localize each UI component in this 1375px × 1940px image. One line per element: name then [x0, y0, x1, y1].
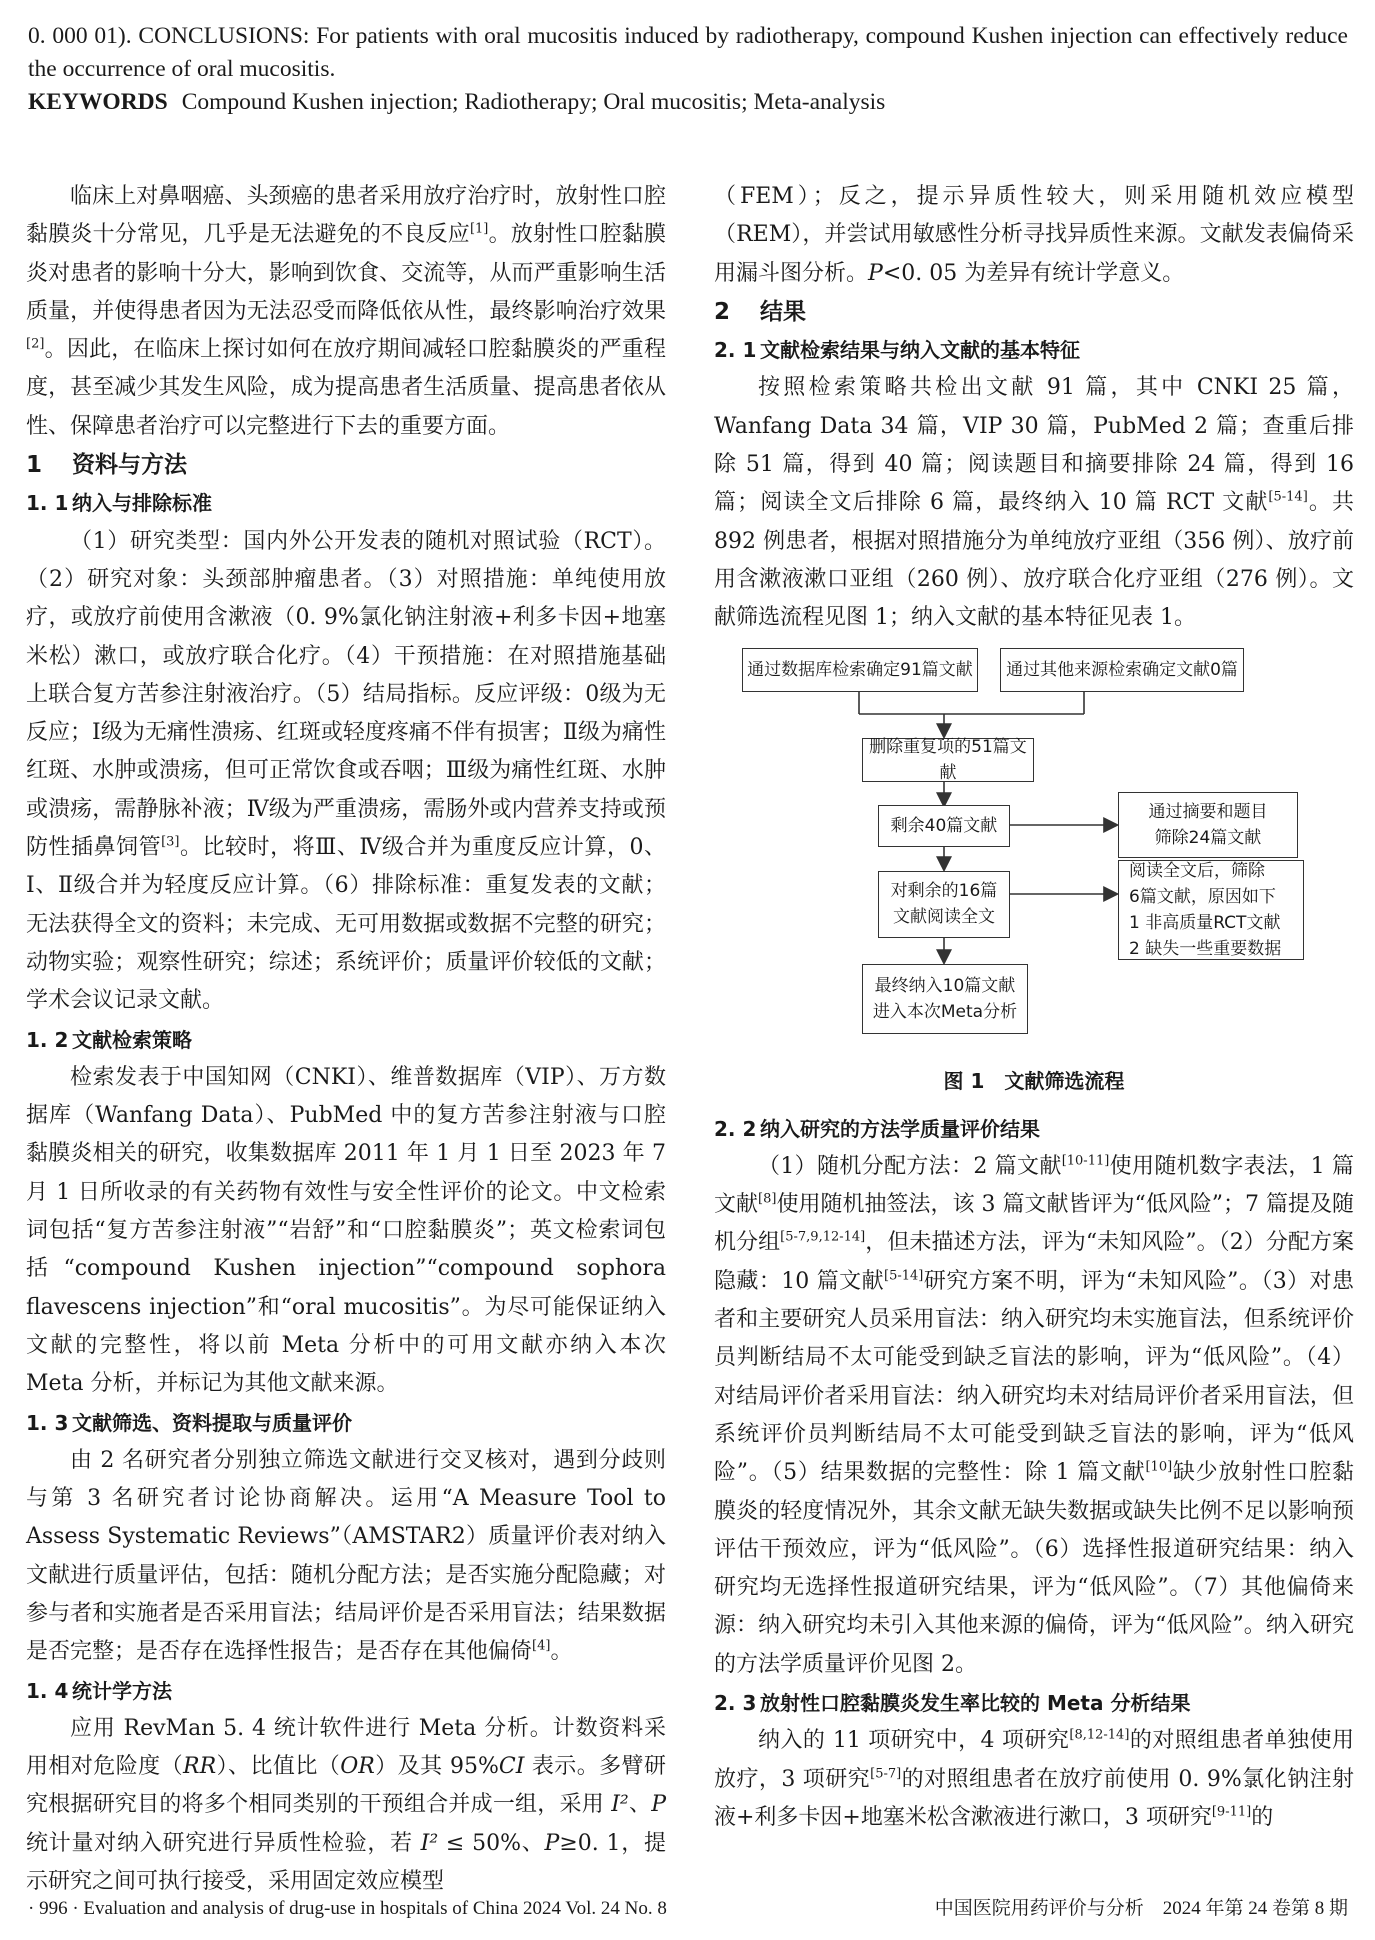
- search-results-paragraph: 按照检索策略共检出文献 91 篇，其中 CNKI 25 篇，Wanfang Data 34 篇，VIP 30 篇，PubMed 2 篇；查重后排除 51 篇，得到 40 篇；阅读题目和摘要排除 24 篇，得到 16 篇；阅读全文后排除 6 篇，最终纳入 10 篇 RCT 文献[5-14]。共 892 例患者，根据对照措施分为单纯放疗亚组（356 例）、放疗前用含漱液漱口亚组（260 例）、放疗联合化疗亚组（276 例）。文献筛选流程见图 1；纳入文献的基本特征见表 1。: [714, 375, 1354, 631]
- footer-journal-en: · 996 · Evaluation and analysis of drug-use in hospitals of China 2024 Vol. 24 No. 8: [28, 1898, 667, 1919]
- quality-assessment-paragraph: （1）随机分配方法：2 篇文献[10-11]使用随机数字表法，1 篇文献[8]使用随机抽签法，该 3 篇文献皆评为“低风险”；7 篇提及随机分组[5-7,9,12-14]，但未描述方法，评为“未知风险”。（2）分配方案隐藏：10 篇文献[5-14]研究方案不明，评为“未知风险”。（3）对患者和主要研究人员采用盲法：纳入研究均未实施盲法，但系统评价员判断结局不太可能受到缺乏盲法的影响，评为“低风险”。（4）对结局评价者采用盲法：纳入研究均未对结局评价者采用盲法，但系统评价员判断结局不太可能受到缺乏盲法的影响，评为“低风险”。（5）结果数据的完整性：除 1 篇文献[10]缺少放射性口腔黏膜炎的轻度情况外，其余文献无缺失数据或缺失比例不足以影响预评估干预效应，评为“低风险”。（6）选择性报道研究结果：纳入研究均无选择性报道研究结果，评为“低风险”。（7）其他偏倚来源：纳入研究均未引入其他来源的偏倚，评为“低风险”。纳入研究的方法学质量评价见图 2。: [714, 1153, 1354, 1677]
- subsection-heading: 2. 3 放射性口腔黏膜炎发生率比较的 Meta 分析结果: [714, 1691, 1191, 1716]
- subsection-heading: 1. 1 纳入与排除标准: [26, 491, 212, 516]
- keywords-text: Compound Kushen injection; Radiotherapy; Oral mucositis; Meta-analysis: [181, 89, 886, 115]
- flowchart-figure: [714, 642, 1354, 1062]
- keywords-label: KEYWORDS: [28, 89, 168, 115]
- citation[interactable]: [5-7,9,12-14]: [780, 1230, 866, 1246]
- subsection-heading: 1. 3 文献筛选、资料提取与质量评价: [26, 1410, 352, 1435]
- flow-box-duplicates-removed: 删除重复项的51篇文献: [862, 738, 1034, 782]
- subsection-heading: 1. 4 统计学方法: [26, 1678, 172, 1703]
- flow-box-full-text-exclusion: 阅读全文后，筛除 6篇文献，原因如下 1 非高质量RCT文献 2 缺失一些重要数据: [1118, 860, 1304, 960]
- flow-box-full-text-16: 对剩余的16篇 文献阅读全文: [878, 871, 1010, 938]
- subsection-heading: 2. 2 纳入研究的方法学质量评价结果: [714, 1116, 1040, 1141]
- section-heading: 1 资料与方法: [26, 452, 187, 479]
- citation[interactable]: [5-14]: [1268, 490, 1308, 506]
- figure-caption: 图 1 文献筛选流程: [943, 1068, 1125, 1093]
- subsection-heading: 2. 1 文献检索结果与纳入文献的基本特征: [714, 338, 1080, 363]
- right-column: [714, 178, 1354, 1837]
- citation[interactable]: [5-7]: [870, 1766, 902, 1782]
- search-strategy-paragraph: 检索发表于中国知网（CNKI）、维普数据库（VIP）、万方数据库（Wanfang Data）、PubMed 中的复方苦参注射液与口腔黏膜炎相关的研究，收集数据库 2011 年 1 月 1 日至 2023 年 7 月 1 日所收录的有关药物有效性与安全性评价的论文。中文检索词包括“复方苦参注射液”“岩舒”和“口腔黏膜炎”；英文检索词包括“compound Kushen injection”“compound sophora flavescens injection”和“oral mucositis”。为尽可能保证纳入文献的完整性，将以前 Meta 分析中的可用文献亦纳入本次 Meta 分析，并标记为其他文献来源。: [26, 1064, 666, 1397]
- intro-paragraph: 临床上对鼻咽癌、头颈癌的患者采用放疗治疗时，放射性口腔黏膜炎十分常见，几乎是无法避免的不良反应[1]。放射性口腔黏膜炎对患者的影响十分大，影响到饮食、交流等，从而严重影响生活质量，并使得患者因为无法忍受而降低依从性，最终影响治疗效果[2]。因此，在临床上探讨如何在放疗期间减轻口腔黏膜炎的严重程度，甚至减少其发生风险，成为提高患者生活质量、提高患者依从性、保障患者治疗可以完整进行下去的重要方面。: [26, 184, 666, 439]
- statistics-continued: （FEM）；反之，提示异质性较大，则采用随机效应模型（REM），并尝试用敏感性分析寻找异质性来源。文献发表偏倚采用漏斗图分析。P<0. 05 为差异有统计学意义。: [714, 184, 1354, 286]
- footer-journal-cn: 中国医院用药评价与分析 2024 年第 24 卷第 8 期: [934, 1898, 1348, 1919]
- citation[interactable]: [2]: [26, 336, 45, 352]
- conclusions-text: 0. 000 01). CONCLUSIONS: For patients with oral mucositis induced by radiotherapy, compound Kushen injection can effectively reduce the occurrence of oral mucositis.: [28, 23, 1348, 82]
- citation[interactable]: [5-14]: [884, 1268, 924, 1284]
- flow-box-remaining-40: 剩余40篇文献: [878, 805, 1010, 847]
- flow-box-other-sources: 通过其他来源检索确定文献0篇: [1000, 648, 1244, 692]
- left-column: [26, 178, 666, 1901]
- citation[interactable]: [1]: [469, 221, 489, 237]
- screening-paragraph: 由 2 名研究者分别独立筛选文献进行交叉核对，遇到分歧则与第 3 名研究者讨论协商解决。运用“A Measure Tool to Assess Systematic Reviews”（AMSTAR2）质量评价表对纳入文献进行质量评估，包括：随机分配方法；是否实施分配隐藏；对参与者和实施者是否采用盲法；结局评价是否采用盲法；结果数据是否完整；是否存在选择性报告；是否存在其他偏倚[4]。: [26, 1447, 666, 1665]
- subsection-heading: 1. 2 文献检索策略: [26, 1027, 192, 1052]
- abstract-block: [28, 20, 1348, 119]
- flow-box-database-search: 通过数据库检索确定91篇文献: [742, 648, 978, 692]
- citation[interactable]: [10-11]: [1061, 1153, 1110, 1169]
- section-heading: 2 结果: [714, 298, 806, 325]
- citation[interactable]: [4]: [532, 1638, 551, 1654]
- citation[interactable]: [10]: [1145, 1459, 1173, 1475]
- citation[interactable]: [8,12-14]: [1069, 1727, 1130, 1743]
- flow-box-abstract-screening: 通过摘要和题目 筛除24篇文献: [1118, 792, 1298, 858]
- citation[interactable]: [3]: [161, 834, 180, 850]
- keywords-line: [28, 86, 1348, 119]
- flow-box-final-included: 最终纳入10篇文献 进入本次Meta分析: [862, 964, 1028, 1034]
- citation[interactable]: [8]: [758, 1191, 777, 1207]
- meta-results-paragraph: 纳入的 11 项研究中，4 项研究[8,12-14]的对照组患者单独使用放疗，3 项研究[5-7]的对照组患者在放疗前使用 0. 9%氯化钠注射液+利多卡因+地塞米松含漱液进行漱口，3 项研究[9-11]的: [714, 1727, 1354, 1830]
- criteria-paragraph: （1）研究类型：国内外公开发表的随机对照试验（RCT）。（2）研究对象：头颈部肿瘤患者。（3）对照措施：单纯使用放疗，或放疗前使用含漱液（0. 9%氯化钠注射液+利多卡因+地塞米松）漱口，或放疗联合化疗。（4）干预措施：在对照措施基础上联合复方苦参注射液治疗。（5）结局指标。反应评级：0级为无反应；Ⅰ级为无痛性溃疡、红斑或轻度疼痛不伴有损害；Ⅱ级为痛性红斑、水肿或溃疡，但可正常饮食或吞咽；Ⅲ级为痛性红斑、水肿或溃疡，需静脉补液；Ⅳ级为严重溃疡，需肠外或内营养支持或预防性插鼻饲管[3]。比较时，将Ⅲ、Ⅳ级合并为重度反应计算，0、Ⅰ、Ⅱ级合并为轻度反应计算。（6）排除标准：重复发表的文献；无法获得全文的资料；未完成、无可用数据或数据不完整的研究；动物实验；观察性研究；综述；系统评价；质量评价较低的文献；学术会议记录文献。: [26, 528, 666, 1014]
- citation[interactable]: [9-11]: [1211, 1804, 1252, 1820]
- statistics-paragraph: 应用 RevMan 5. 4 统计软件进行 Meta 分析。计数资料采用相对危险度（RR）、比值比（OR）及其 95%CI 表示。多臂研究根据研究目的将多个相同类别的干预组合并成一组，采用 I²、P 统计量对纳入研究进行异质性检验，若 I² ≤ 50%、P≥0. 1，提示研究之间可执行接受，采用固定效应模型: [26, 1715, 666, 1895]
